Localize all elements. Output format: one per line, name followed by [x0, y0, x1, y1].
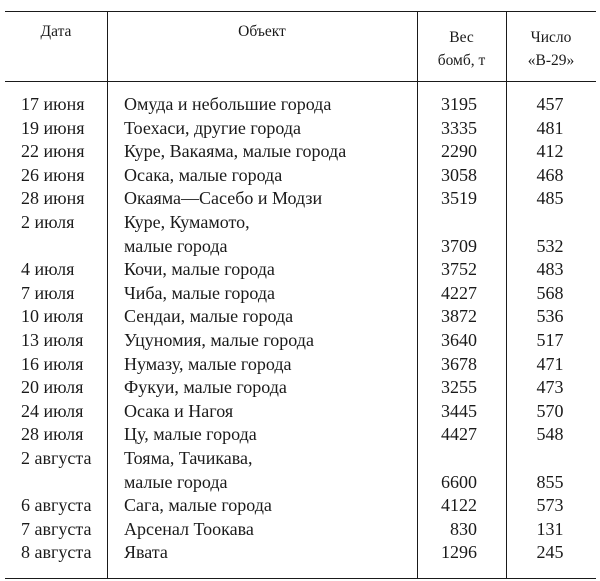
count-cell: 570 — [536, 400, 564, 421]
count-cell: 473 — [536, 377, 564, 398]
table-row — [5, 140, 596, 164]
header-object-label: Объект — [238, 23, 286, 40]
count-cell: 485 — [536, 188, 564, 209]
count-cell: 457 — [536, 94, 564, 114]
date-cell: 20 июля — [21, 377, 84, 398]
table-row — [5, 494, 596, 518]
weight-cell: 3058 — [441, 164, 477, 185]
table-row — [5, 282, 596, 306]
weight-cell: 4227 — [441, 282, 477, 303]
weight-cell: 2290 — [441, 141, 477, 162]
count-cell: 532 — [536, 235, 564, 256]
weight-cell: 3752 — [441, 259, 477, 280]
weight-cell: 6600 — [441, 471, 477, 492]
table-row — [5, 93, 596, 117]
count-cell: 573 — [536, 495, 564, 516]
table-row — [5, 518, 596, 542]
header-object — [107, 12, 417, 90]
object-cell: Тоехаси, другие города — [124, 117, 301, 138]
table-row — [5, 541, 596, 565]
object-cell: Фукуи, малые города — [124, 377, 287, 398]
weight-cell: 3195 — [441, 94, 477, 114]
header-count-line2: «В-29» — [527, 52, 575, 69]
weight-cell: 4427 — [441, 424, 477, 445]
date-cell: 28 июля — [21, 424, 84, 445]
object-cell: Чиба, малые города — [124, 282, 276, 303]
header-count-line1: Число — [530, 29, 572, 46]
weight-cell: 3335 — [441, 117, 477, 138]
date-cell: 19 июня — [21, 117, 85, 138]
object-cell: Уцуномия, малые города — [124, 329, 314, 350]
date-cell: 7 августа — [21, 518, 92, 539]
date-cell: 24 июля — [21, 400, 84, 421]
table-row — [5, 376, 596, 400]
date-cell: 4 июля — [21, 259, 75, 280]
table-row — [5, 447, 596, 494]
object-cell: Омуда и небольшие города — [124, 94, 332, 114]
weight-cell: 3872 — [441, 306, 477, 327]
weight-cell: 3255 — [441, 377, 477, 398]
count-cell: 483 — [536, 259, 564, 280]
object-cell: Цу, малые города — [124, 424, 257, 445]
table-row — [5, 164, 596, 188]
date-cell: 28 июня — [21, 188, 85, 209]
table-row — [5, 353, 596, 377]
count-cell: 412 — [536, 141, 564, 162]
count-cell: 517 — [536, 329, 564, 350]
table-body — [5, 93, 596, 565]
table-row — [5, 305, 596, 329]
date-cell: 17 июня — [21, 94, 85, 114]
weight-cell: 830 — [450, 518, 477, 539]
weight-cell: 4122 — [441, 495, 477, 516]
object-cell: Тояма, Тачикава, — [124, 447, 253, 468]
count-cell: 471 — [536, 353, 564, 374]
object-cell: малые города — [124, 235, 228, 256]
weight-cell: 3678 — [441, 353, 477, 374]
header-weight-line1: Вес — [449, 29, 474, 46]
weight-cell: 3519 — [441, 188, 477, 209]
object-cell: малые города — [124, 471, 228, 492]
table-row — [5, 258, 596, 282]
table-row — [5, 400, 596, 424]
count-cell: 245 — [536, 542, 564, 563]
header-date-label: Дата — [40, 23, 72, 40]
object-cell: Сендаи, малые города — [124, 306, 294, 327]
header-weight-line2: бомб, т — [437, 52, 486, 69]
count-cell: 468 — [536, 164, 564, 185]
object-cell: Явата — [124, 542, 168, 563]
date-cell: 6 августа — [21, 495, 92, 516]
count-cell: 548 — [536, 424, 564, 445]
table-row — [5, 329, 596, 353]
table-row — [5, 187, 596, 211]
header-count — [506, 12, 596, 96]
table-row — [5, 211, 596, 258]
object-cell: Кочи, малые города — [124, 259, 275, 280]
date-cell: 7 июля — [21, 282, 75, 303]
header-date — [5, 12, 107, 90]
header-weight — [417, 12, 506, 96]
date-cell: 16 июля — [21, 353, 84, 374]
object-cell: Арсенал Тоокава — [124, 518, 254, 539]
object-cell: Нумазу, малые города — [124, 353, 292, 374]
count-cell: 536 — [536, 306, 564, 327]
date-cell: 13 июля — [21, 329, 84, 350]
object-cell: Окаяма—Сасебо и Модзи — [124, 188, 323, 209]
date-cell: 2 августа — [21, 447, 92, 468]
date-cell: 10 июля — [21, 306, 84, 327]
date-cell: 22 июня — [21, 141, 85, 162]
count-cell: 131 — [536, 518, 564, 539]
count-cell: 855 — [536, 471, 564, 492]
object-cell: Осака и Нагоя — [124, 400, 234, 421]
weight-cell: 3640 — [441, 329, 477, 350]
count-cell: 481 — [536, 117, 564, 138]
date-cell: 2 июля — [21, 211, 75, 232]
object-cell: Осака, малые города — [124, 164, 283, 185]
bombing-table — [5, 11, 596, 579]
object-cell: Сага, малые города — [124, 495, 272, 516]
object-cell: Куре, Кумамото, — [124, 211, 250, 232]
weight-cell: 1296 — [441, 542, 477, 563]
weight-cell: 3709 — [441, 235, 477, 256]
object-cell: Куре, Вакаяма, малые города — [124, 141, 347, 162]
table-row — [5, 117, 596, 141]
table-row — [5, 423, 596, 447]
date-cell: 8 августа — [21, 542, 92, 563]
weight-cell: 3445 — [441, 400, 477, 421]
date-cell: 26 июня — [21, 164, 85, 185]
count-cell: 568 — [536, 282, 564, 303]
